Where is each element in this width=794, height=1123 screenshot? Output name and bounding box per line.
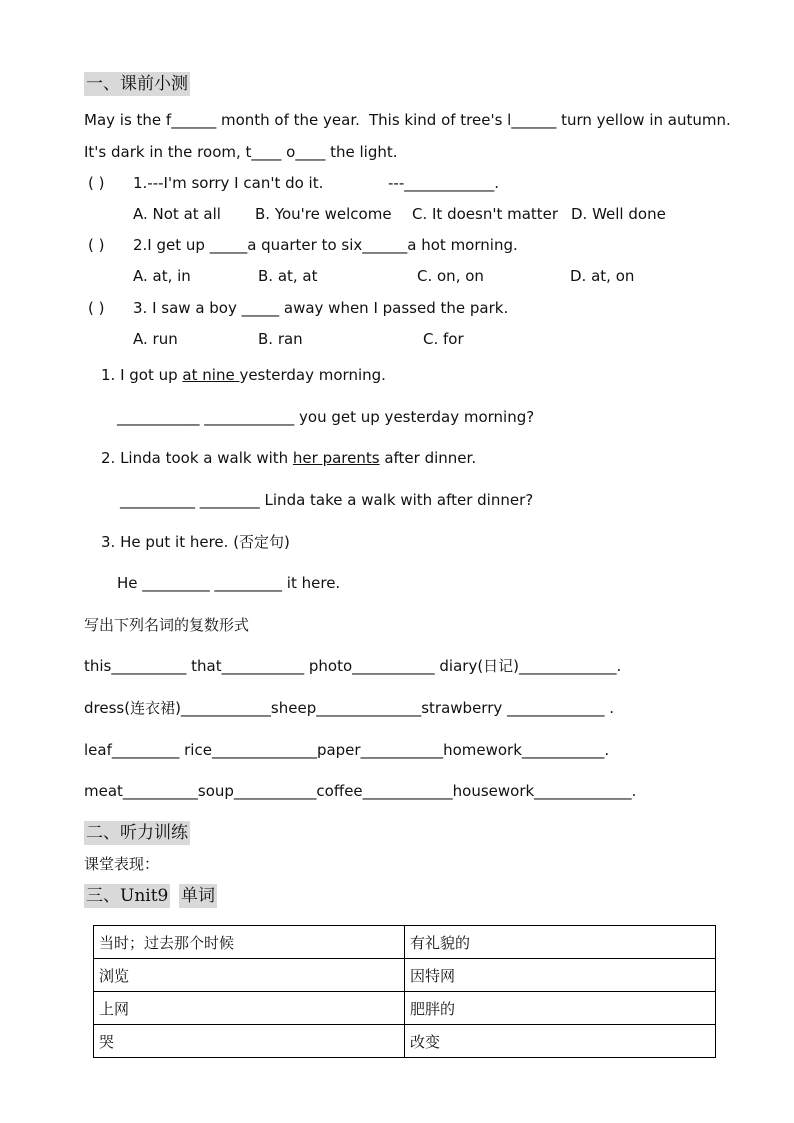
table-cell: 因特网 xyxy=(405,959,716,992)
table-cell: 上网 xyxy=(94,992,405,1025)
question-3-option-b: B. ran xyxy=(258,330,303,348)
underlined-phrase: her parents xyxy=(292,449,380,467)
section-heading-1: 一、课前小测 xyxy=(86,74,188,94)
plural-row-4: meat__________soup___________coffee____________housework_____________. xyxy=(84,782,637,800)
plural-row-3: leaf_________ rice______________paper___________homework___________. xyxy=(84,741,610,759)
section-heading-3-word: 单词 xyxy=(181,886,215,906)
rewrite-2-answer: __________ ________ Linda take a walk with after dinner? xyxy=(120,491,534,509)
fill-word-line-1b: This kind of tree's l______ turn yellow in autumn. xyxy=(369,111,731,129)
answer-bracket: ( ) xyxy=(88,236,105,254)
fill-word-line-1a: May is the f______ month of the year. xyxy=(84,111,360,129)
table-cell: 当时；过去那个时候 xyxy=(94,926,405,959)
rewrite-3-answer: He _________ _________ it here. xyxy=(117,574,341,592)
rewrite-3-sentence: 3. He put it here. (否定句) xyxy=(101,533,290,551)
sentence-text: 1. I got up xyxy=(101,366,183,384)
question-1-option-c: C. It doesn't matter xyxy=(412,205,559,223)
underlined-phrase: at nine xyxy=(182,366,240,384)
question-2-option-c: C. on, on xyxy=(417,267,484,285)
table-cell: 有礼貌的 xyxy=(405,926,716,959)
question-1-stem: 1.---I'm sorry I can't do it. xyxy=(133,174,324,192)
section-heading-2: 二、听力训练 xyxy=(86,823,188,843)
table-cell: 改变 xyxy=(405,1025,716,1058)
question-2-option-a: A. at, in xyxy=(133,267,191,285)
rewrite-2-sentence xyxy=(101,448,476,468)
rewrite-1-sentence xyxy=(101,365,386,385)
vocab-table xyxy=(93,925,716,1058)
table-cell: 哭 xyxy=(94,1025,405,1058)
table-row xyxy=(94,992,716,1025)
rewrite-1-answer: ___________ ____________ you get up yesterday morning? xyxy=(117,408,535,426)
answer-bracket: ( ) xyxy=(88,299,105,317)
question-1-reply: ---____________. xyxy=(388,174,500,192)
question-2-stem: 2.I get up _____a quarter to six______a hot morning. xyxy=(133,236,518,254)
table-row xyxy=(94,959,716,992)
table-cell: 肥胖的 xyxy=(405,992,716,1025)
question-1-option-a: A. Not at all xyxy=(133,205,221,223)
plural-title: 写出下列名词的复数形式 xyxy=(84,616,250,634)
question-2-option-d: D. at, on xyxy=(570,267,635,285)
question-1-option-b: B. You're welcome xyxy=(255,205,392,223)
sentence-text: 2. Linda took a walk with xyxy=(101,449,293,467)
class-performance-label: 课堂表现： xyxy=(84,855,160,873)
table-cell: 浏览 xyxy=(94,959,405,992)
question-3-option-c: C. for xyxy=(423,330,464,348)
plural-row-2: dress(连衣裙)____________sheep______________strawberry _____________ . xyxy=(84,699,615,717)
question-3-stem: 3. I saw a boy _____ away when I passed the park. xyxy=(133,299,509,317)
table-row xyxy=(94,926,716,959)
question-1-option-d: D. Well done xyxy=(571,205,666,223)
fill-word-line-2: It's dark in the room, t____ o____ the light. xyxy=(84,143,398,161)
question-2-option-b: B. at, at xyxy=(258,267,318,285)
question-3-option-a: A. run xyxy=(133,330,178,348)
table-row xyxy=(94,1025,716,1058)
section-heading-3: 三、Unit9 xyxy=(86,886,169,906)
sentence-text: after dinner. xyxy=(379,449,477,467)
plural-row-1: this__________ that___________ photo___________ diary(日记)_____________. xyxy=(84,657,622,675)
answer-bracket: ( ) xyxy=(88,174,105,192)
sentence-text: yesterday morning. xyxy=(239,366,386,384)
